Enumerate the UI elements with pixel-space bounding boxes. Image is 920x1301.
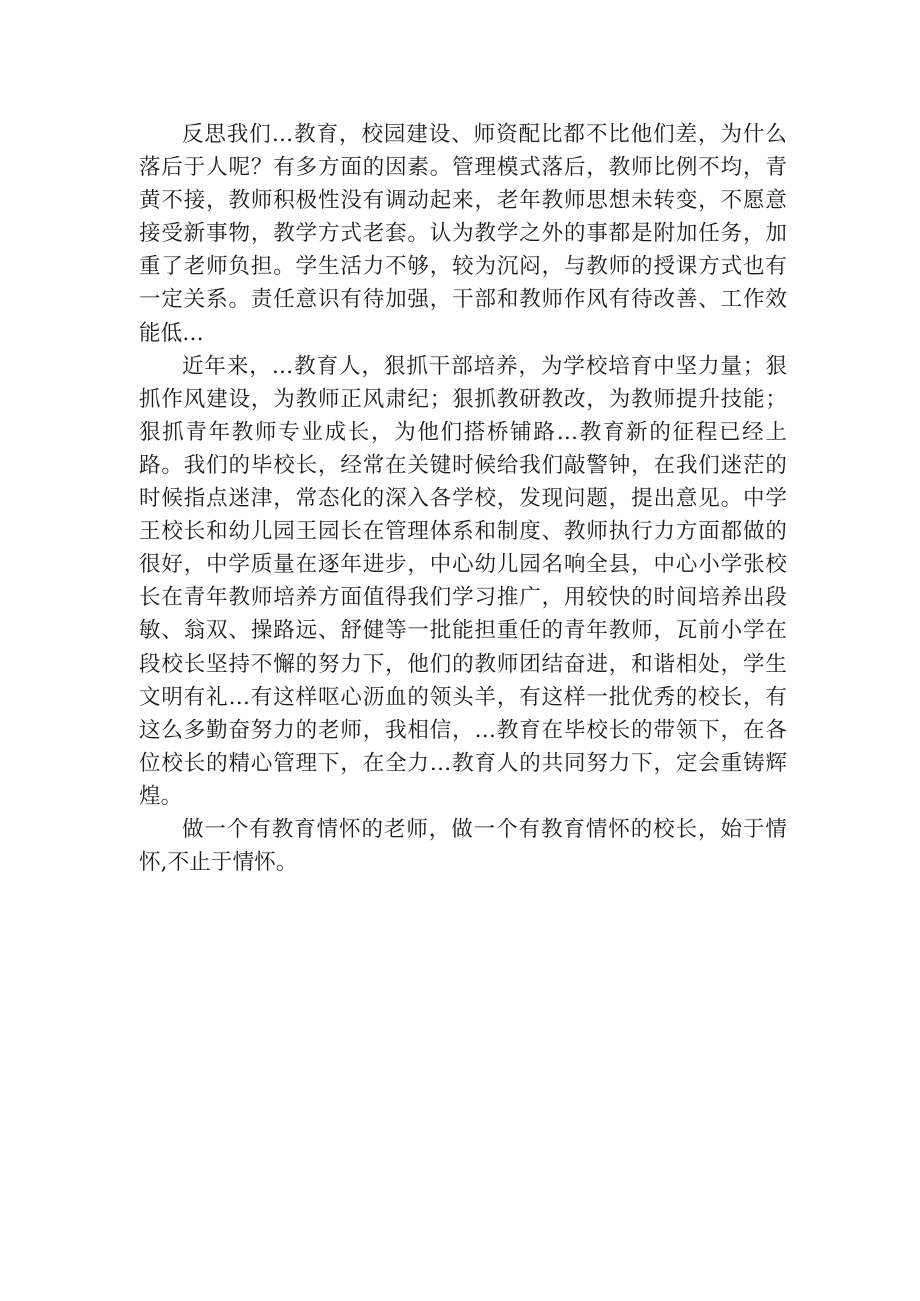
document-body [139,118,787,879]
paragraph-reflection: 反思我们…教育，校园建设、师资配比都不比他们差，为什么落后于人呢？有多方面的因素。管理模式落后，教师比例不均，青黄不接，教师积极性没有调动起来，老年教师思想未转变，不愿意接受新事物，教学方式老套。认为教学之外的事都是附加任务，加重了老师负担。学生活力不够，较为沉闷，与教师的授课方式也有一定关系。责任意识有待加强，干部和教师作风有待改善、工作效能低… [139,122,787,346]
paragraph-recent-years: 近年来，…教育人，狠抓干部培养，为学校培育中坚力量；狠抓作风建设，为教师正风肃纪；狠抓教研教改，为教师提升技能；狠抓青年教师专业成长，为他们搭桥铺路…教育新的征程已经上路。我们的毕校长，经常在关键时候给我们敲警钟，在我们迷茫的时候指点迷津，常态化的深入各学校，发现问题，提出意见。中学王校长和幼儿园王园长在管理体系和制度、教师执行力方面都做的很好，中学质量在逐年进步，中心幼儿园名响全县，中心小学张校长在青年教师培养方面值得我们学习推广，用较快的时间培养出段敏、翁双、操路远、舒健等一批能担重任的青年教师，瓦前小学在段校长坚持不懈的努力下，他们的教师团结奋进，和谐相处，学生文明有礼…有这样呕心沥血的领头羊，有这样一批优秀的校长，有这么多勤奋努力的老师，我相信，…教育在毕校长的带领下，在各位校长的精心管理下，在全力…教育人的共同努力下，定会重铸辉煌。 [139,353,787,809]
paragraph-closing: 做一个有教育情怀的老师，做一个有教育情怀的校长，始于情怀,不止于情怀。 [139,816,787,876]
